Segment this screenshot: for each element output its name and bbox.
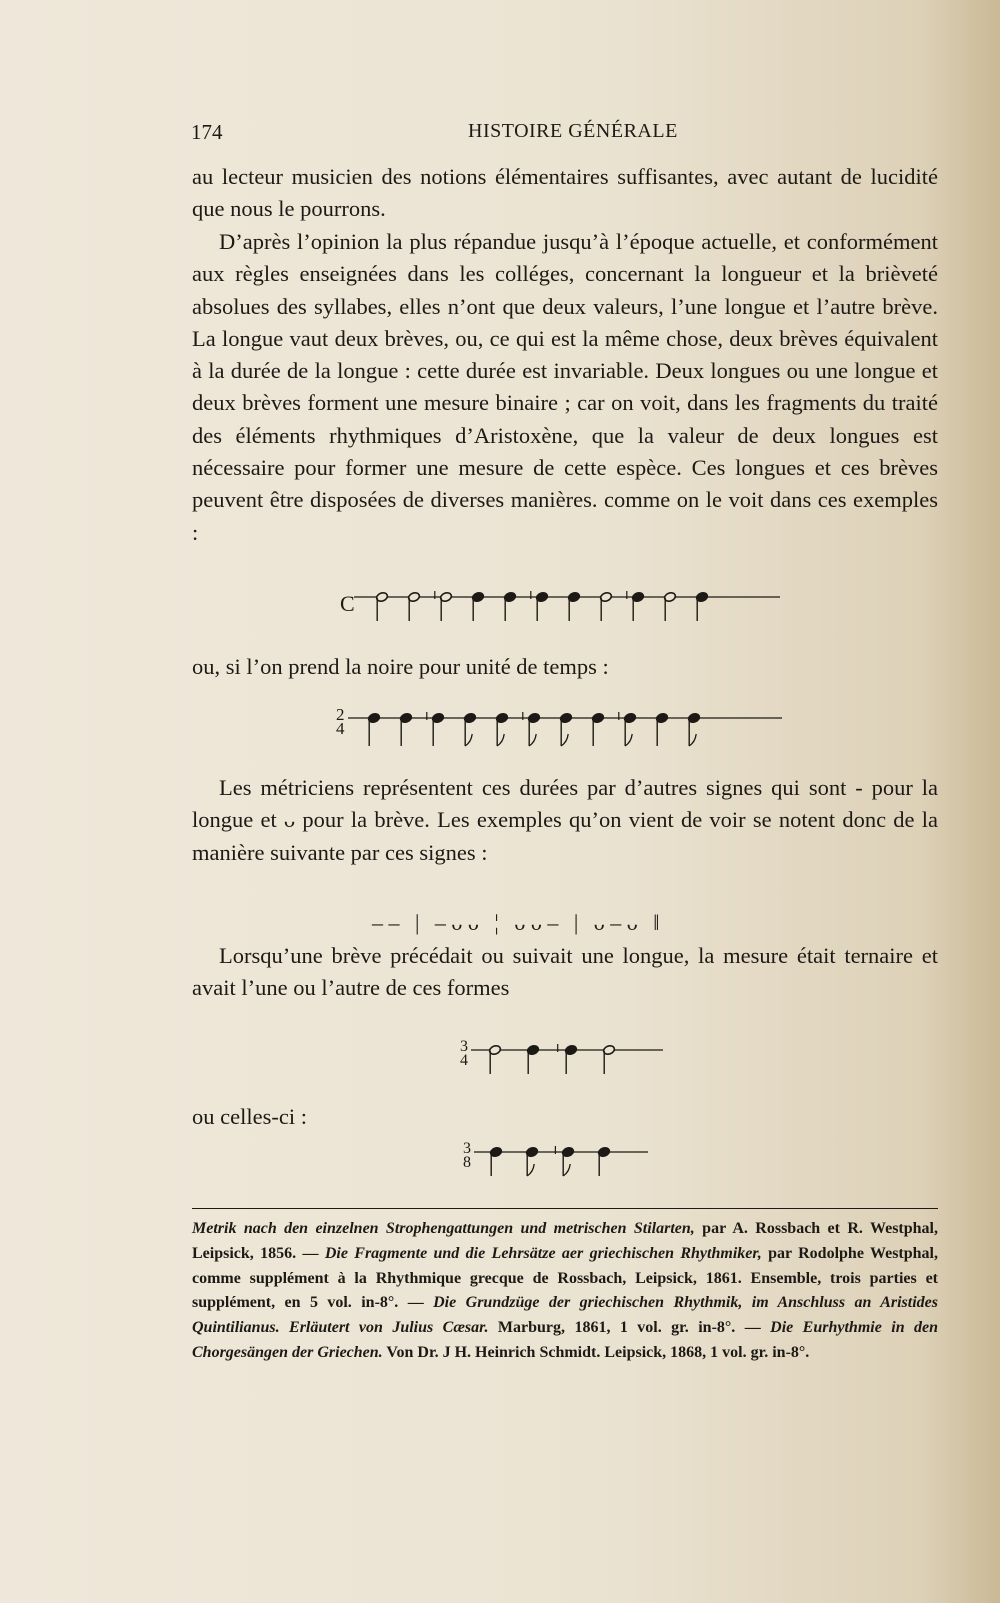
- footnote-title: Die Eurhythmie in den Chorgesängen der Griechen.: [192, 1319, 939, 1361]
- note-flag: [561, 734, 568, 746]
- meter-group-4: ᴗ – ᴗ: [593, 910, 638, 935]
- footnote-title: Die Grundzüge der griechischen Rhythmik, im Anschluss an Aristides Quintilianus. Erläutert von Julius Cæsar.: [192, 1294, 938, 1337]
- bar-separator: ¦: [494, 910, 499, 935]
- note-flag: [689, 734, 696, 746]
- footnote-title: Metrik nach den einzelnen Strophengattungen und metrischen Stilarten,: [192, 1220, 695, 1237]
- time-sig-top: 3: [460, 1040, 468, 1055]
- note-flag: [465, 734, 472, 746]
- notes-group: [488, 1044, 615, 1074]
- footnote: [192, 1217, 938, 1366]
- footnote-text: par A. Rossbach et R. Westphal, Leipsick, 1856. —: [192, 1220, 939, 1262]
- time-sig-bottom: 4: [460, 1052, 468, 1069]
- time-sig-top: 3: [463, 1140, 471, 1157]
- page-header: [191, 120, 929, 150]
- notes-group: [489, 1146, 610, 1176]
- paragraph-metric-signs: Les métriciens représentent ces durées par d’autres signes qui sont - pour la longue et ᴗ pour la brève. Les exemples qu’on vient de voir se notent donc de la manière suivante par ces signes :: [192, 775, 938, 865]
- footnote-text: par Rodolphe Westphal, comme supplément à la Rhythmique grecque de Rossbach, Leipsick, 1861. Ensemble, trois parties et supplément, en 5 vol. in-8°. —: [192, 1244, 938, 1312]
- final-bar: ‖: [653, 910, 660, 935]
- note-flag: [527, 1164, 534, 1176]
- notes-group: [367, 712, 700, 746]
- time-sig-bottom: 8: [463, 1154, 471, 1171]
- music-example-ternary-1: [455, 1040, 685, 1100]
- meter-group-1: – –: [372, 910, 400, 935]
- bar-separator: |: [415, 910, 420, 935]
- meter-group-2: – ᴗ ᴗ: [434, 910, 479, 935]
- music-example-binary-1: [330, 585, 800, 645]
- text-ou-celles-ci: ou celles-ci :: [192, 1104, 307, 1129]
- paragraph-quarter-unit: ou, si l’on prend la noire pour unité de temps :: [192, 654, 609, 679]
- note-flag: [563, 1164, 570, 1176]
- note-flag: [529, 734, 536, 746]
- paragraph-ternary: Lorsqu’une brève précédait ou suivait une longue, la mesure était ternaire et avait l’une ou l’autre de ces formes: [192, 943, 938, 1001]
- footnote-text: Marburg, 1861, 1 vol. gr. in-8°. —: [488, 1319, 771, 1337]
- note-flag: [497, 734, 504, 746]
- music-example-binary-2: [330, 698, 800, 758]
- clef-c: C: [340, 591, 355, 616]
- time-sig-top: 2: [336, 705, 345, 724]
- time-sig-bottom: 4: [336, 719, 345, 738]
- notes-group: [375, 591, 708, 621]
- meter-group-3: ᴗ ᴗ –: [514, 910, 559, 935]
- paragraph-syllable-values: D’après l’opinion la plus répandue jusqu’à l’époque actuelle, et conformément aux règles enseignées dans les colléges, concernant la longueur et la brièveté absolues des syllabes, elles n’ont que deux valeurs, l’une longue et l’autre brève. La longue vaut deux brèves, ou, ce qui est la même chose, deux brèves équivalent à la durée de la longue : cette durée est invariable. Deux longues ou une longue et deux brèves forment une mesure binaire ; car on voit, dans les fragments du traité des éléments rhythmiques d’Aristoxène, que la valeur de deux longues est nécessaire pour former une mesure de cette espèce. Ces longues et ces brèves peuvent être disposées de diverses manières. comme on le voit dans ces exemples :: [192, 229, 938, 545]
- page-number: 174: [191, 120, 223, 144]
- bar-separator: |: [573, 910, 579, 935]
- footnote-title: Die Fragmente und die Lehrsätze aer griechischen Rhythmiker,: [324, 1244, 762, 1262]
- note-flag: [625, 734, 632, 746]
- music-example-ternary-2: [458, 1140, 668, 1190]
- footnote-rule: [192, 1208, 938, 1209]
- footnote-text: Von Dr. J H. Heinrich Schmidt. Leipsick, 1868, 1 vol. gr. in-8°.: [382, 1343, 810, 1361]
- paragraph-continuation: au lecteur musicien des notions élémentaires suffisantes, avec autant de lucidité que nous le pourrons.: [192, 164, 938, 222]
- meter-sign-line: [372, 910, 669, 936]
- running-head: HISTOIRE GÉNÉRALE: [468, 120, 678, 142]
